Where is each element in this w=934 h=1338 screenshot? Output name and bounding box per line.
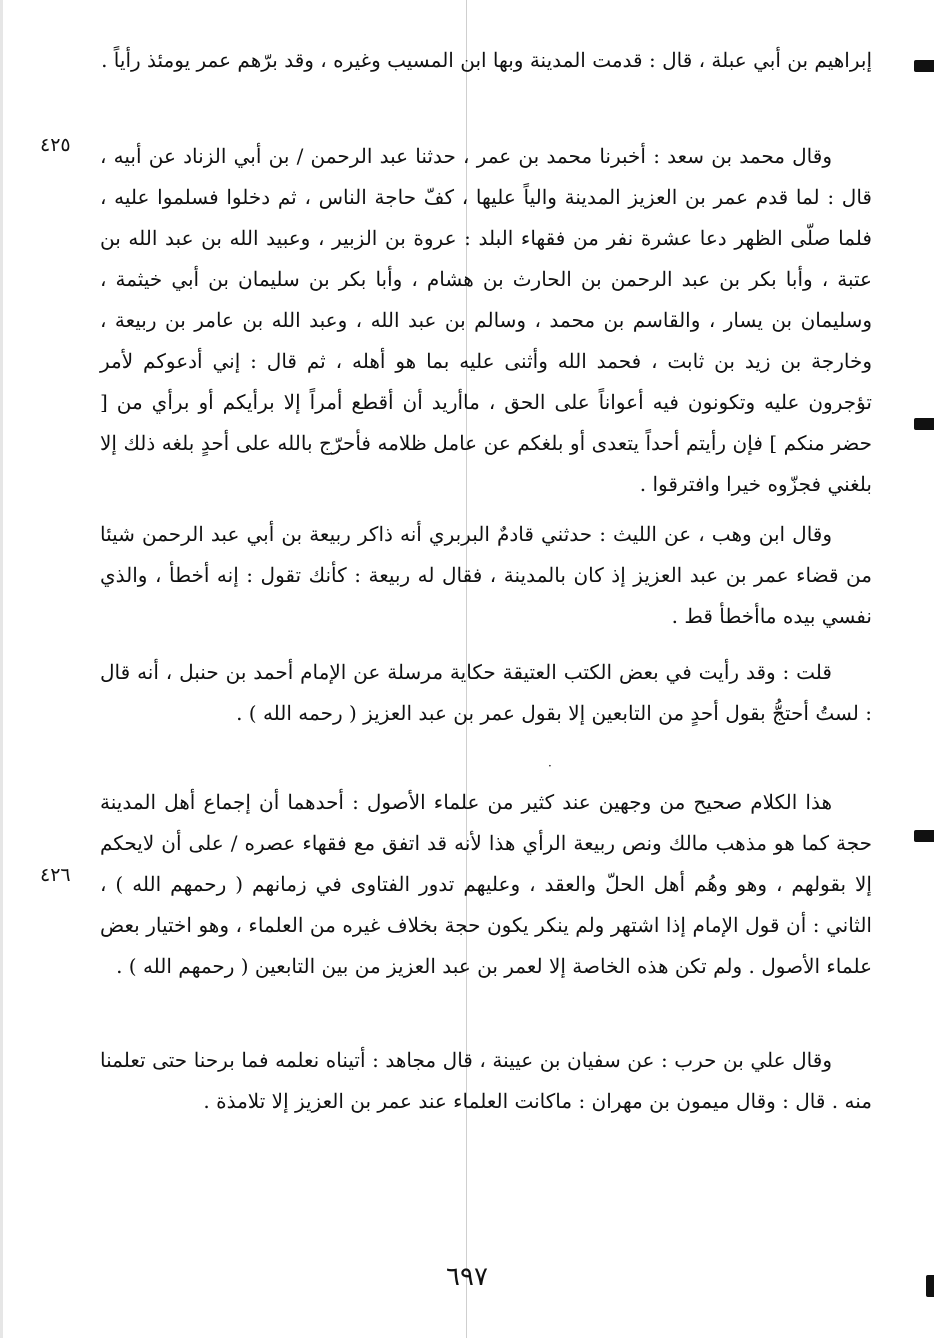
margin-reference-number: ٤٢٥ (40, 134, 71, 156)
page-edge-shadow (0, 0, 3, 1338)
edge-mark (914, 418, 934, 430)
paragraph-text: قلت : وقد رأيت في بعض الكتب العتيقة حكاية مرسلة عن الإمام أحمد بن حنبل ، أنه قال : لستُ أحتجُّ بقول أحدٍ من التابعين إلا بقول عمر بن عبد العزيز ( رحمه الله ) . (100, 660, 872, 725)
paragraph-text: وقال علي بن حرب : عن سفيان بن عيينة ، قال مجاهد : أتيناه نعلمه فما برحنا حتى تعلمنا منه . قال : وقال ميمون بن مهران : ماكانت العلماء عند عمر بن العزيز إلا تلامذة . (100, 1048, 872, 1113)
paragraph-continuation (100, 40, 872, 81)
margin-reference-number: ٤٢٦ (40, 864, 71, 886)
page-number: ٦٩٧ (446, 1262, 488, 1292)
paragraph-text: إبراهيم بن أبي عبلة ، قال : قدمت المدينة وبها ابن المسيب وغيره ، وقد برّهم عمر يومئذ رأياً . (101, 48, 872, 72)
paragraph-usul (100, 782, 872, 987)
edge-mark (914, 830, 934, 842)
paragraph-text: وقال محمد بن سعد : أخبرنا محمد بن عمر ، حدثنا عبد الرحمن / بن أبي الزناد عن أبيه ، قال : لما قدم عمر بن العزيز المدينة والياً عليها ، كفّ حاجة الناس ، ثم دخلوا فسلموا عليه ، فلما صلّى الظهر دعا عشرة نفر من فقهاء البلد : عروة بن الزبير ، وعبيد الله بن عبد الله بن عتبة ، وأبا بكر بن عبد الرحمن بن الحارث بن هشام ، وأبا بكر بن سليمان بن أبي خيثمة ، وسليمان بن يسار ، والقاسم بن محمد ، وسالم بن عبد الله ، وعبد الله بن عامر بن ربيعة ، وخارجة بن زيد بن ثابت ، فحمد الله وأثنى عليه بما هو أهله ، ثم قال : إني أدعوكم لأمر تؤجرون عليه وتكونون فيه أعواناً على الحق ، ماأريد أن أقطع أمراً إلا برأيكم أو برأي من [ حضر منكم ] فإن رأيتم أحداً يتعدى أو بلغكم عن عامل ظلامه فأحرّج بالله على أحدٍ بلغه ذلك إلا بلغني فجزّوه خيرا وافترقوا . (100, 144, 872, 496)
paragraph-ibn-wahb (100, 514, 872, 637)
paragraph-qultu (100, 652, 872, 734)
paragraph-text: وقال ابن وهب ، عن الليث : حدثني قادمٌ البربري أنه ذاكر ربيعة بن أبي عبد الرحمن شيئا من قضاء عمر بن عبد العزيز إذ كان بالمدينة ، فقال له ربيعة : كأنك تقول : إنه أخطأ ، والذي نفسي بيده ماأخطأ قط . (100, 522, 872, 628)
paragraph-text: هذا الكلام صحيح من وجهين عند كثير من علماء الأصول : أحدهما أن إجماع أهل المدينة حجة كما هو مذهب مالك ونص ربيعة الرأي هذا لأنه قد اتفق مع فقهاء عصره / على أن لايحكم إلا بقولهم ، وهو وهُم أهل الحلّ والعقد ، وعليهم تدور الفتاوى في زمانهم ( رحمهم الله ) ، الثاني : أن قول الإمام إذا اشتهر ولم ينكر يكون حجة بخلاف غيره من العلماء ، وهو اختيار بعض علماء الأصول . ولم تكن هذه الخاصة إلا لعمر بن عبد العزيز من بين التابعين ( رحمهم الله ) . (100, 790, 872, 978)
paragraph-ibn-saad (100, 136, 872, 505)
print-speck: · (548, 759, 552, 773)
paragraph-ali-ibn-harb (100, 1040, 872, 1122)
edge-mark (914, 60, 934, 72)
